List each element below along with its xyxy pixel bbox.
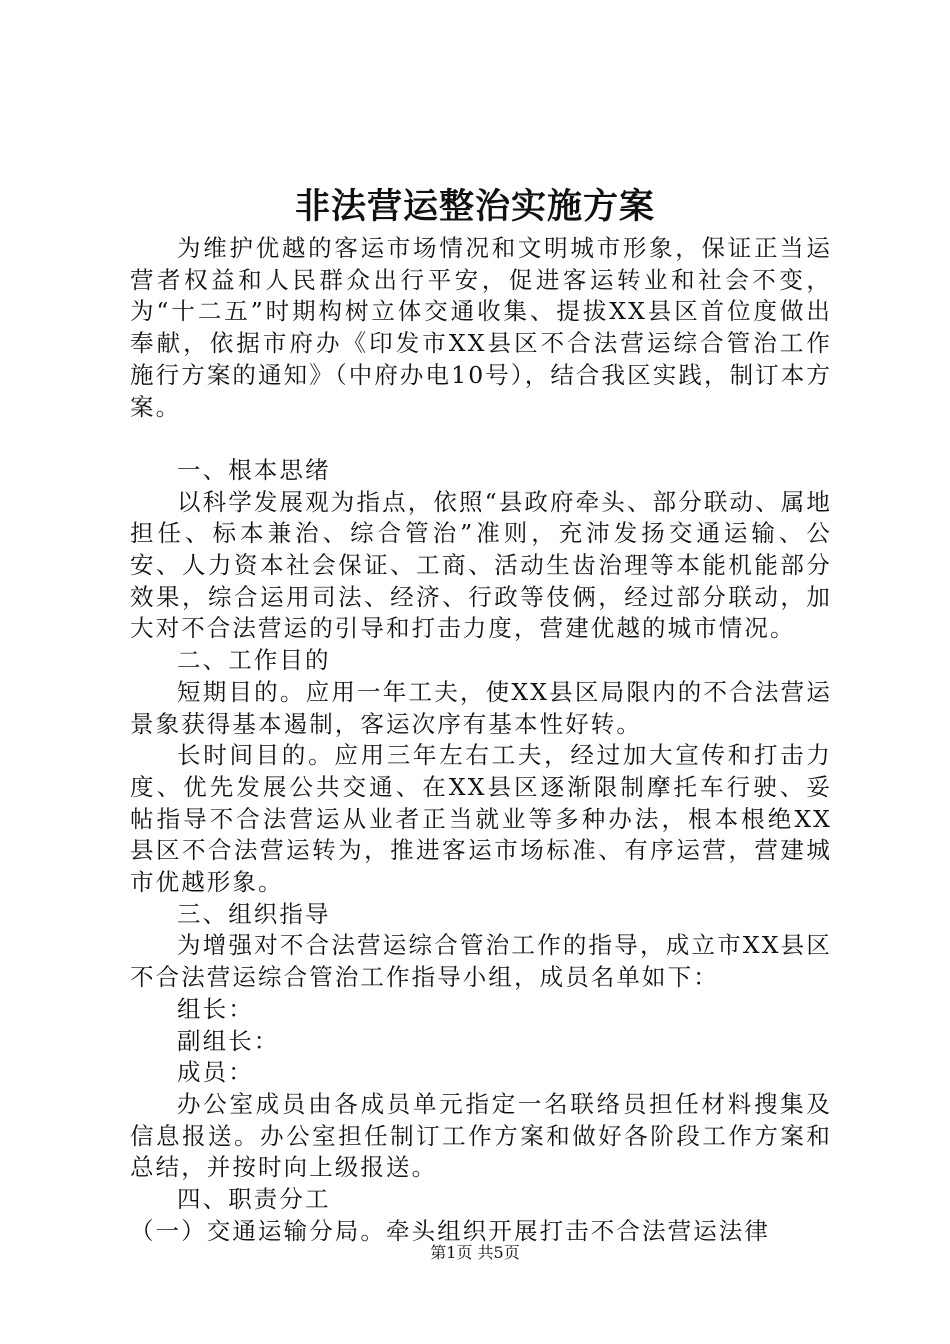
paragraph-office: 办公室成员由各成员单元指定一名联络员担任材料搜集及信息报送。办公室担任制订工作方案和做好各阶段工作方案和总结，并按时向上级报送。 <box>130 1089 832 1182</box>
members-line: 成员： <box>177 1058 254 1087</box>
paragraph-intro: 为维护优越的客运市场情况和文明城市形象，保证正当运营者权益和人民群众出行平安，促进客运转业和社会不变，为“十二五”时期构树立体交通收集、提拔XX县区首位度做出奉献，依据市府办《印发市XX县区不合法营运综合管治工作施行方案的通知》（中府办电10号），结合我区实践，制订本方案。 <box>130 234 832 421</box>
document-body <box>130 233 832 1247</box>
section-heading-goals: 二、工作目的 <box>177 646 331 675</box>
paragraph-basic-idea: 以科学发展观为指点，依照“县政府牵头、部分联动、属地担任、标本兼治、综合管治”准则，充沛发扬交通运输、公安、人力资本社会保证、工商、活动生齿治理等本能机能部分效果，综合运用司法、经济、行政等伎俩，经过部分联动，加大对不合法营运的引导和打击力度，营建优越的城市情况。 <box>130 487 832 643</box>
section-heading-basic-idea: 一、根本思绪 <box>177 455 331 484</box>
deputy-leader-line: 副组长： <box>177 1026 280 1055</box>
section-heading-responsibilities: 四、职责分工 <box>177 1185 331 1214</box>
paragraph-transport-bureau: （一）交通运输分局。牵头组织开展打击不合法营运法律 <box>130 1216 770 1245</box>
paragraph-leadership-group: 为增强对不合法营运综合管治工作的指导，成立市XX县区不合法营运综合管治工作指导小组，成员名单如下： <box>130 931 832 992</box>
document-title: 非法营运整治实施方案 <box>294 186 655 227</box>
page-indicator: 第1页 共5页 <box>430 1243 520 1262</box>
group-leader-line: 组长： <box>177 994 254 1023</box>
paragraph-short-term-goal: 短期目的。应用一年工夫，使XX县区局限内的不合法营运景象获得基本遏制，客运次序有基本性好转。 <box>130 677 832 738</box>
paragraph-long-term-goal: 长时间目的。应用三年左右工夫，经过加大宣传和打击力度、优先发展公共交通、在XX县区逐渐限制摩托车行驶、妥帖指导不合法营运从业者正当就业等多种办法，根本根绝XX县区不合法营运转为，推进客运市场标准、有序运营，营建城市优越形象。 <box>130 741 832 897</box>
section-heading-leadership: 三、组织指导 <box>177 899 331 928</box>
